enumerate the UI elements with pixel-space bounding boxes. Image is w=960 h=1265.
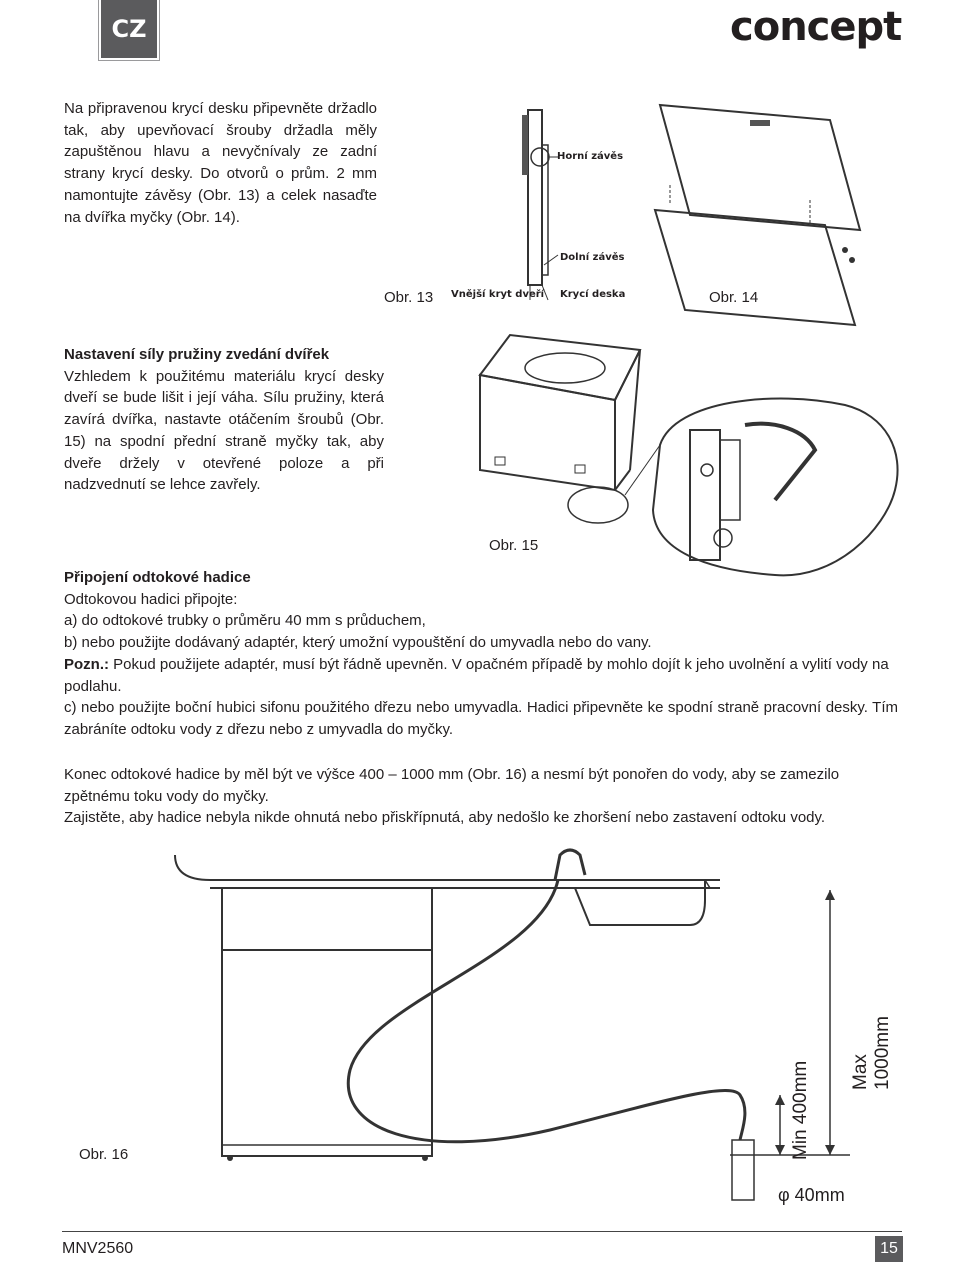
fig14-caption: Obr. 14 (709, 289, 759, 306)
hinges-paragraph: Na připravenou krycí desku připevněte držadlo tak, aby upevňovací šrouby držadla měly zapuštěnou hlavu a nevyčnívaly ze zadní strany krycí desky. Do otvorů o prům. 2 mm namontujte závěsy (Obr. 13) a celek nasaďte na dvířka myčky (Obr. 14). (64, 100, 377, 226)
drain-heading: Připojení odtokové hadice (64, 569, 251, 586)
height-paragraph: Konec odtokové hadice by měl být ve výšce 400 – 1000 mm (Obr. 16) a nesmí být ponořen do vody, aby se zamezilo zpětnému toku vody do myčky. (64, 766, 840, 805)
model-number: MNV2560 (62, 1240, 134, 1257)
fig15-caption: Obr. 15 (489, 537, 539, 554)
drain-note (64, 654, 898, 697)
top-hinge-label: Horní závěs (557, 151, 624, 162)
fig13-drawing (500, 105, 640, 305)
fig16-caption: Obr. 16 (79, 1146, 129, 1163)
hose-paragraph: Zajistěte, aby hadice nebyla nikde ohnutá nebo přiskřípnutá, aby nedošlo ke zhoršení nebo zastavení odtoku vody. (64, 809, 826, 827)
outer-door-label: Vnější kryt dveří (451, 289, 545, 300)
spring-heading: Nastavení síly pružiny zvedání dvířek (64, 346, 330, 363)
drain-intro: Odtokovou hadici připojte: (64, 590, 238, 608)
cover-panel-label: Krycí deska (560, 289, 626, 300)
note-text: Pokud použijete adaptér, musí být řádně upevněn. V opačném případě by mohlo dojít k jeho uvolnění a vylití vody na podlahu. (64, 655, 889, 695)
fig15-drawing (475, 330, 910, 580)
spring-section (64, 344, 384, 496)
drain-section (64, 567, 898, 741)
page-number: 15 (875, 1236, 903, 1262)
diameter-label: φ 40mm (778, 1185, 845, 1205)
height-section (64, 764, 898, 829)
fig13-caption: Obr. 13 (384, 289, 434, 306)
spring-paragraph: Vzhledem k použitému materiálu krycí desky dveří se bude lišit i její váha. Sílu pružiny, která zavírá dvířka, nastavte otáčením šroubů (Obr. 15) na spodní přední straně myčky tak, aby dveře držely v otevřené poloze a při nadzvednutí se lehce zavřely. (64, 367, 384, 494)
fig16-drawing (170, 840, 890, 1220)
drain-option-b: b) nebo použijte dodávaný adaptér, který umožní vypouštění do umyvadla nebo do vany. (64, 634, 652, 652)
drain-option-a: a) do odtokové trubky o průměru 40 mm s průduchem, (64, 612, 426, 630)
language-badge: CZ (101, 0, 157, 58)
bottom-hinge-label: Dolní závěs (560, 252, 625, 263)
max-1000-label: Max 1000mm (850, 1016, 893, 1090)
drain-option-c: c) nebo použijte boční hubici sifonu použitého dřezu nebo umyvadla. Hadici připevněte ke spodní straně pracovní desky. Tím zabráníte odtoku vody z dřezu nebo z umyvadla do myčky. (64, 699, 898, 738)
min-400-label: Min 400mm (790, 1060, 811, 1160)
footer-rule (62, 1231, 902, 1232)
brand-logo: concept (730, 4, 902, 50)
note-label: Pozn.: (64, 655, 109, 673)
